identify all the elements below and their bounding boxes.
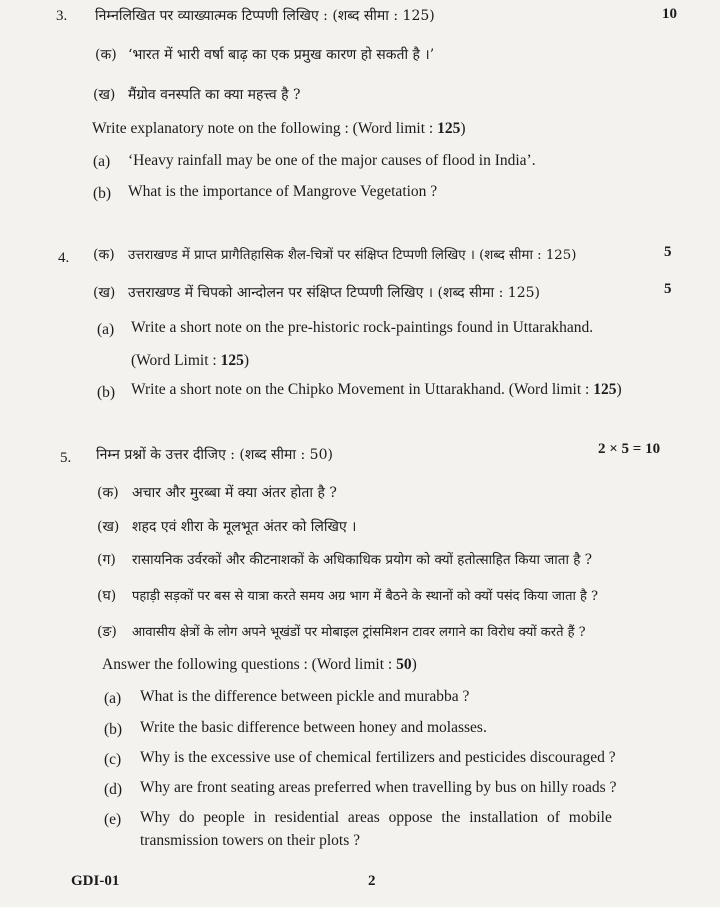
question-5-hindi-item-label: (क) <box>97 485 119 501</box>
question-5-hindi-item-label: (ङ) <box>97 624 117 640</box>
question-5-english-item-text: Why is the excessive use of chemical fertilizers and pesticides discouraged ? <box>140 749 616 766</box>
question-5-hindi-item-label: (ग) <box>97 552 116 568</box>
question-5-english-item-text: Write the basic difference between honey and molasses. <box>140 719 487 736</box>
question-3-english-a-label: (a) <box>93 153 111 170</box>
question-5-english-item-label: (e) <box>104 811 122 828</box>
question-4-hindi-a-label: (क) <box>93 247 115 263</box>
question-5-english-item-text: Why are front seating areas preferred when travelling by bus on hilly roads ? <box>140 779 617 796</box>
question-5-english-item-label: (d) <box>104 781 123 798</box>
question-4-english-a-word-limit: (Word Limit : 125) <box>131 352 250 369</box>
question-4-english-b-label: (b) <box>97 384 116 401</box>
question-5-english-item-text: What is the difference between pickle and murabba ? <box>140 688 470 705</box>
question-5-hindi-item-text: पहाड़ी सड़कों पर बस से यात्रा करते समय अग्र भाग में बैठने के स्थानों को क्यों पसंद किया जाता है ? <box>132 589 598 604</box>
question-5-hindi-heading: निम्न प्रश्नों के उत्तर दीजिए : (शब्द सीमा : 50) <box>96 447 333 463</box>
question-3-hindi-b-text: मैंग्रोव वनस्पति का क्या महत्त्व है ? <box>128 87 301 103</box>
question-3-english-heading: Write explanatory note on the following : (Word limit : 125) <box>92 120 466 137</box>
question-5-marks: 2 × 5 = 10 <box>598 441 661 457</box>
question-5-english-heading: Answer the following questions : (Word limit : 50) <box>102 656 417 673</box>
question-4-hindi-b-text: उत्तराखण्ड में चिपको आन्दोलन पर संक्षिप्त टिप्पणी लिखिए । (शब्द सीमा : 125) <box>128 285 540 301</box>
question-3-english-b-text: What is the importance of Mangrove Vegetation ? <box>128 183 438 200</box>
question-5-hindi-item-text: आवासीय क्षेत्रों के लोग अपने भूखंडों पर मोबाइल ट्रांसमिशन टावर लगाने का विरोध क्यों करते हैं ? <box>132 625 586 640</box>
question-4-english-a-label: (a) <box>97 321 115 338</box>
question-3-hindi-b-label: (ख) <box>93 87 116 103</box>
question-3-hindi-a-label: (क) <box>95 47 117 63</box>
question-3-hindi-a-text: ‘भारत में भारी वर्षा बाढ़ का एक प्रमुख कारण हो सकती है ।’ <box>128 47 435 63</box>
question-4-hindi-b-label: (ख) <box>93 285 116 301</box>
question-5-english-item-label: (c) <box>104 751 122 768</box>
question-4-english-a-text: Write a short note on the pre-historic rock-paintings found in Uttarakhand. <box>131 319 594 336</box>
paper-code: GDI-01 <box>71 873 120 889</box>
question-4-a-marks: 5 <box>664 244 672 260</box>
question-4-number: 4. <box>58 250 70 266</box>
question-5-english-item-label: (b) <box>104 721 123 738</box>
question-5-hindi-item-text: रासायनिक उर्वरकों और कीटनाशकों के अधिकाधिक प्रयोग को क्यों हतोत्साहित किया जाता है ? <box>132 552 592 568</box>
question-5-english-item-label: (a) <box>104 690 122 707</box>
question-4-english-b-text: Write a short note on the Chipko Movement in Uttarakhand. (Word limit : 125) <box>131 381 622 398</box>
question-4-b-marks: 5 <box>664 281 672 297</box>
question-3-marks: 10 <box>662 6 677 22</box>
question-5-hindi-item-label: (ख) <box>97 519 120 535</box>
question-3-number: 3. <box>56 8 68 24</box>
question-3-hindi-heading: निम्नलिखित पर व्याख्यात्मक टिप्पणी लिखिए : (शब्द सीमा : 125) <box>95 8 435 24</box>
question-5-number: 5. <box>60 450 72 466</box>
question-5-hindi-item-text: अचार और मुरब्बा में क्या अंतर होता है ? <box>132 485 337 501</box>
question-5-hindi-item-label: (घ) <box>97 588 117 604</box>
question-3-english-b-label: (b) <box>93 185 112 202</box>
question-5-english-item-text: Why do people in residential areas oppose the installation of mobile <box>140 809 612 826</box>
question-5-hindi-item-text: शहद एवं शीरा के मूलभूत अंतर को लिखिए । <box>132 519 357 535</box>
page-number: 2 <box>368 873 376 889</box>
question-3-english-a-text: ‘Heavy rainfall may be one of the major causes of flood in India’. <box>128 152 536 169</box>
question-4-hindi-a-text: उत्तराखण्ड में प्राप्त प्रागैतिहासिक शैल-चित्रों पर संक्षिप्त टिप्पणी लिखिए । (शब्द सीमा : 125) <box>128 248 577 263</box>
question-5-english-item-continuation: transmission towers on their plots ? <box>140 832 360 849</box>
